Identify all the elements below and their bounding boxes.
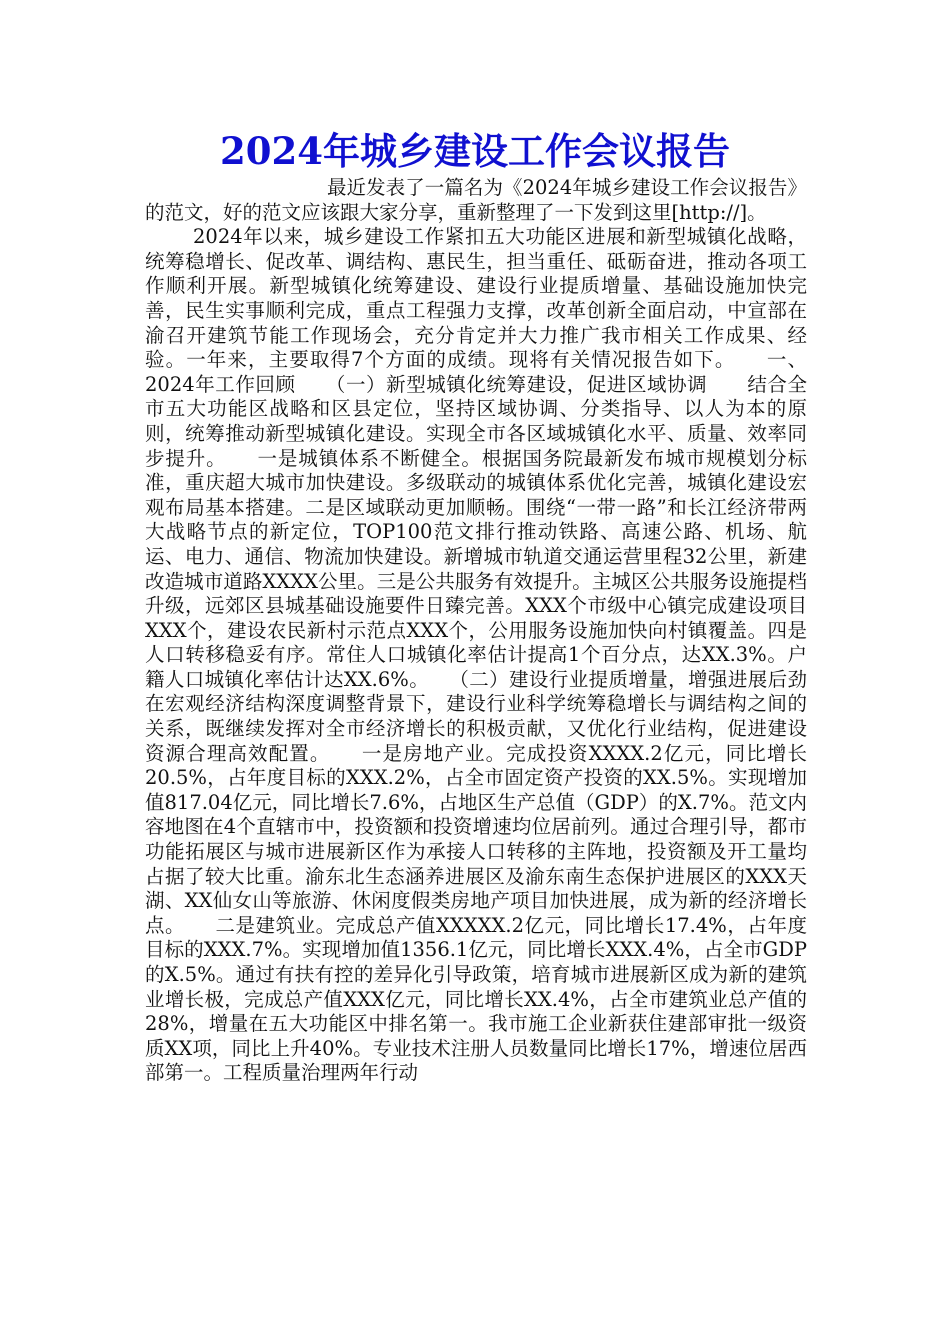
document-title: 2024年城乡建设工作会议报告 — [220, 129, 730, 173]
document-body — [145, 176, 847, 1086]
report-paragraph: 2024年以来，城乡建设工作紧扣五大功能区进展和新型城镇化战略，统筹稳增长、促改革、调结构、惠民生，担当重任、砥砺奋进，推动各项工作顺利开展。新型城镇化统筹建设、建设行业提质增量、基础设施加快完善，民生实事顺利完成，重点工程强力支撑，改革创新全面启动，中宣部在渝召开建筑节能工作现场会，充分肯定并大力推广我市相关工作成果、经验。一年来，主要取得7个方面的成绩。现将有关情况报告如下。 一、2024年工作回顾 （一）新型城镇化统筹建设，促进区域协调 结合全市五大功能区战略和区县定位，坚持区域协调、分类指导、以人为本的原则，统筹推动新型城镇化建设。实现全市各区域城镇化水平、质量、效率同步提升。 一是城镇体系不断健全。根据国务院最新发布城市规模划分标准，重庆超大城市加快建设。多级联动的城镇体系优化完善，城镇化建设宏观布局基本搭建。二是区域联动更加顺畅。围绕“一带一路”和长江经济带两大战略节点的新定位，TOP100范文排行推动铁路、高速公路、机场、航运、电力、通信、物流加快建设。新增城市轨道交通运营里程32公里，新建改造城市道路XXXX公里。三是公共服务有效提升。主城区公共服务设施提档升级，远郊区县城基础设施要件日臻完善。XXX个市级中心镇完成建设项目XXX个，建设农民新村示范点XXX个，公用服务设施加快向村镇覆盖。四是人口转移稳妥有序。常住人口城镇化率估计提高1个百分点，达XX.3%。户籍人口城镇化率估计达XX.6%。 （二）建设行业提质增量，增强进展后劲 在宏观经济结构深度调整背景下，建设行业科学统筹稳增长与调结构之间的关系，既继续发挥对全市经济增长的积极贡献，又优化行业结构，促进建设资源合理高效配置。 一是房地产业。完成投资XXXX.2亿元，同比增长20.5%，占年度目标的XXX.2%，占全市固定资产投资的XX.5%。实现增加值817.04亿元，同比增长7.6%，占地区生产总值（GDP）的X.7%。范文内容地图在4个直辖市中，投资额和投资增速均位居前列。通过合理引导，都市功能拓展区与城市进展新区作为承接人口转移的主阵地，投资额及开工量均占据了较大比重。渝东北生态涵养进展区及渝东南生态保护进展区的XXX天湖、XX仙女山等旅游、休闲度假类房地产项目加快进展，成为新的经济增长点。 二是建筑业。完成总产值XXXXX.2亿元，同比增长17.4%，占年度目标的XXX.7%。实现增加值1356.1亿元，同比增长XXX.4%，占全市GDP的X.5%。通过有扶有控的差异化引导政策，培育城市进展新区成为新的建筑业增长极，完成总产值XXX亿元，同比增长XX.4%，占全市建筑业总产值的28%，增量在五大功能区中排名第一。我市施工企业新获住建部审批一级资质XX项，同比上升40%。专业技术注册人员数量同比增长17%，增速位居西部第一。工程质量治理两年行动 — [145, 225, 847, 1085]
intro-paragraph: 最近发表了一篇名为《2024年城乡建设工作会议报告》的范文，好的范文应该跟大家分享，重新整理了一下发到这里[http://]。 — [145, 176, 807, 224]
